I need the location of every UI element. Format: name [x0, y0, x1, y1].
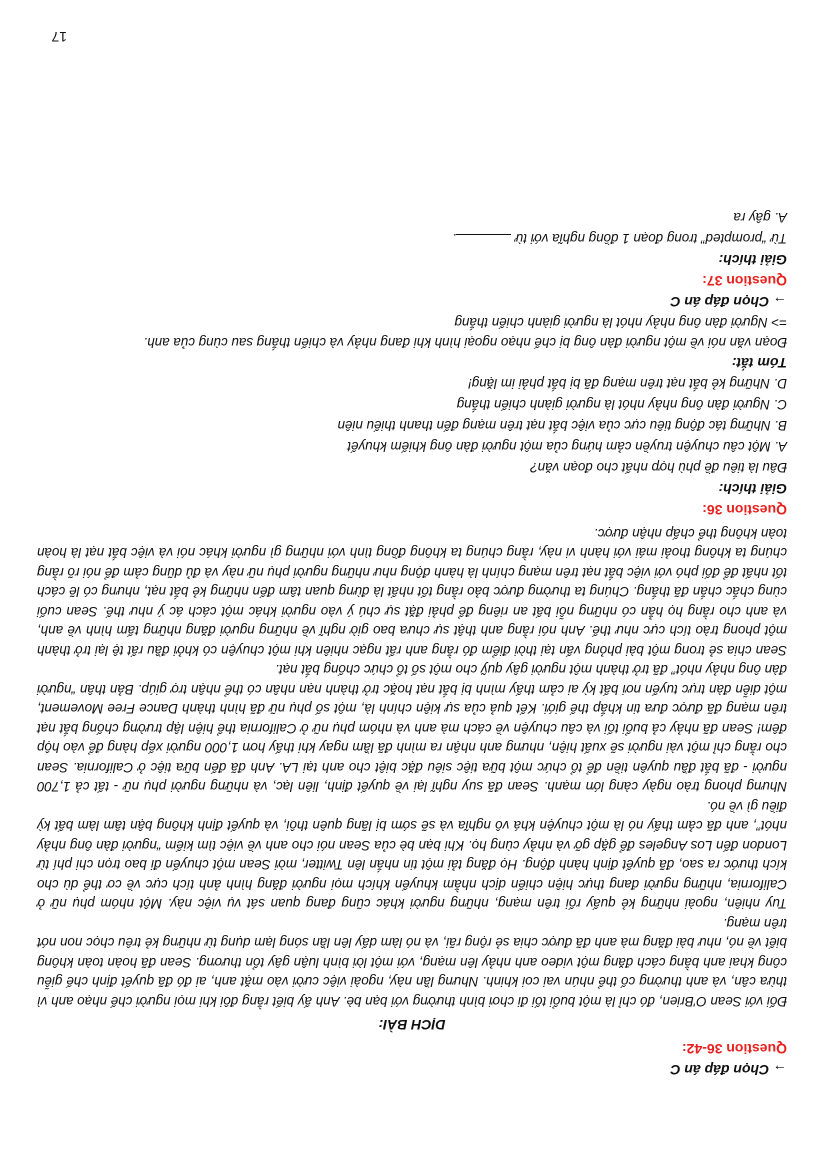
q36-option-b: B. Những tác động tiêu cực của việc bắt nạt trên mạng đến thanh thiếu niên	[337, 418, 787, 434]
q37-option-a: A. gây ra	[733, 210, 787, 225]
previous-answer: → Chọn đáp án C	[670, 1062, 787, 1078]
page-content	[37, 207, 787, 1080]
section-header: Question 36-42:	[681, 1041, 787, 1057]
paragraph-4: Sean chia sẻ trong một bài phỏng vấn tại thời điểm đó rằng anh rất ngạc nhiên khi một chuyện có khởi đầu rất tệ lại trở thành một phong trào tích cực như thế. Anh nói rằng anh thật sự chưa bao giờ nghĩ về những người đăng những tấm hình về anh, và anh cho rằng họ hẳn có những nỗi bất an riêng để phải đặt sự chú ý vào người khác một cách ác ý như thế. Sean cuối cùng chắc chắn đã thắng. Chúng ta thường được bảo rằng tốt nhất là đừng quan tâm đến những kẻ bắt nạt, nhưng có lẽ cách tốt nhất để đối phó với việc bắt nạt trên mạng chính là hành động như những người phụ nữ này và đủ dũng cảm để nói rõ rằng chúng ta không thoải mái với hành vi này, rằng chúng ta không đồng tình với những gì người khác nói và việc bắt nạt là hoàn toàn không thể chấp nhận được.	[37, 526, 787, 658]
page-title: DỊCH BÀI:	[378, 1017, 446, 1033]
q36-option-d: D. Những kẻ bắt nạt trên mạng đã bị bắt phải im lặng!	[468, 376, 787, 392]
question-36-header: Question 36:	[702, 502, 787, 519]
page-number: 17	[51, 29, 67, 45]
paragraph-2: Tuy nhiên, ngoài những kẻ quấy rối trên mạng, những người khác cũng đang quan sát vụ việc này. Một nhóm phụ nữ ở California, những người đang thực hiện chiến dịch nhằm khuyến khích mọi người đăng hình ảnh tích cực về cơ thể dù cho kích thước ra sao, đã quyết định hành động. Họ đăng tải một tin nhắn lên Twitter, mời Sean một chuyến đi bao trọn chi phí từ London đến Los Angeles để gặp gỡ và nhảy cùng họ. Khi bạn bè của Sean nói cho anh về việc tìm kiếm “người đàn ông nhảy nhót”, anh đã cảm thấy nó là một chuyện khá vô nghĩa và sẽ sớm bị lãng quên thôi, và quyết định không bận tâm làm bất kỳ điều gì về nó.	[37, 799, 787, 912]
question-37-header: Question 37:	[702, 273, 787, 289]
q36-summary: Đoạn văn nói về một người đàn ông bị chế nhạo ngoại hình khi đang nhảy và chiến thắng sau cùng của anh.	[143, 335, 787, 351]
q36-option-a: A. Một câu chuyện truyền cảm hứng của một người đàn ông khiếm khuyết	[347, 439, 787, 455]
paragraph-3: Nhưng phong trào ngày càng lớn mạnh. Sean đã suy nghĩ lại về quyết định, liên lạc, và những người phụ nữ - tất cả 1,700 người - đã bắt đầu quyên tiền để tổ chức một bữa tiệc siêu đặc biệt cho anh tại LA. Anh đã đến bữa tiệc ở California. Sean cho rằng chỉ một vài người sẽ xuất hiện, nhưng anh nhận ra mình đã lầm ngay khi thấy hơn 1,000 người xếp hàng để vào hộp đêm! Sean đã nhảy cả buổi tối và câu chuyện về cách mà anh và nhóm phụ nữ ở California thể hiện lập trường chống bắt nạt trên mạng đã được đưa tin khắp thế giới. Kết quả của sự kiện chính là, một số phụ nữ đã hình thành Dance Free Movement, một diễn đàn trực tuyến nơi bất kỳ ai cảm thấy mình bị bắt nạt hoặc trở thành nạn nhân có thể nhận trợ giúp. Bản thân “người đàn ông nhảy nhót” đã trở thành một người gây quỹ cho một số tổ chức chống bắt nạt.	[37, 662, 787, 795]
q37-explain-label: Giải thích:	[718, 252, 787, 268]
paragraph-1: Đối với Sean O'Brien, đó chỉ là một buổi tối đi chơi bình thường với bạn bè. Anh ấy biết rằng đôi khi mọi người chế nhạo anh vì thừa cân, và anh thường cố thể nhún vai coi khinh. Nhưng lần này, ngoài việc cười vào mặt anh, ai đó đã quyết định chế giễu công khai anh bằng cách đăng một video anh nhảy lên mạng, với một lời bình luận gây tổn thương. Sean đã hoàn toàn không biết về nó, như bài đăng mà anh đã được chia sẻ rộng rãi, và nó làm dấy lên lần sóng lạm dụng từ những kẻ trêu chọc non nớt trên mạng.	[37, 916, 787, 1009]
q36-conclusion: => Người đàn ông nhảy nhót là người giành chiến thắng	[454, 315, 787, 330]
q36-option-c: C. Người đàn ông nhảy nhót là người giành chiến thắng	[456, 397, 787, 413]
q36-explain-label: Giải thích:	[718, 481, 787, 498]
q36-answer: → Chọn đáp án C	[670, 294, 787, 310]
q36-prompt: Đâu là tiêu đề phù hợp nhất cho đoạn văn?	[530, 460, 787, 476]
q36-summary-label: Tóm tắt:	[731, 355, 787, 372]
q37-prompt: Từ “prompted” trong đoạn 1 đồng nghĩa với từ .	[452, 231, 787, 246]
answer-blank	[456, 234, 511, 247]
q37-prompt-text: Từ “prompted” trong đoạn 1 đồng nghĩa với từ	[514, 231, 787, 246]
